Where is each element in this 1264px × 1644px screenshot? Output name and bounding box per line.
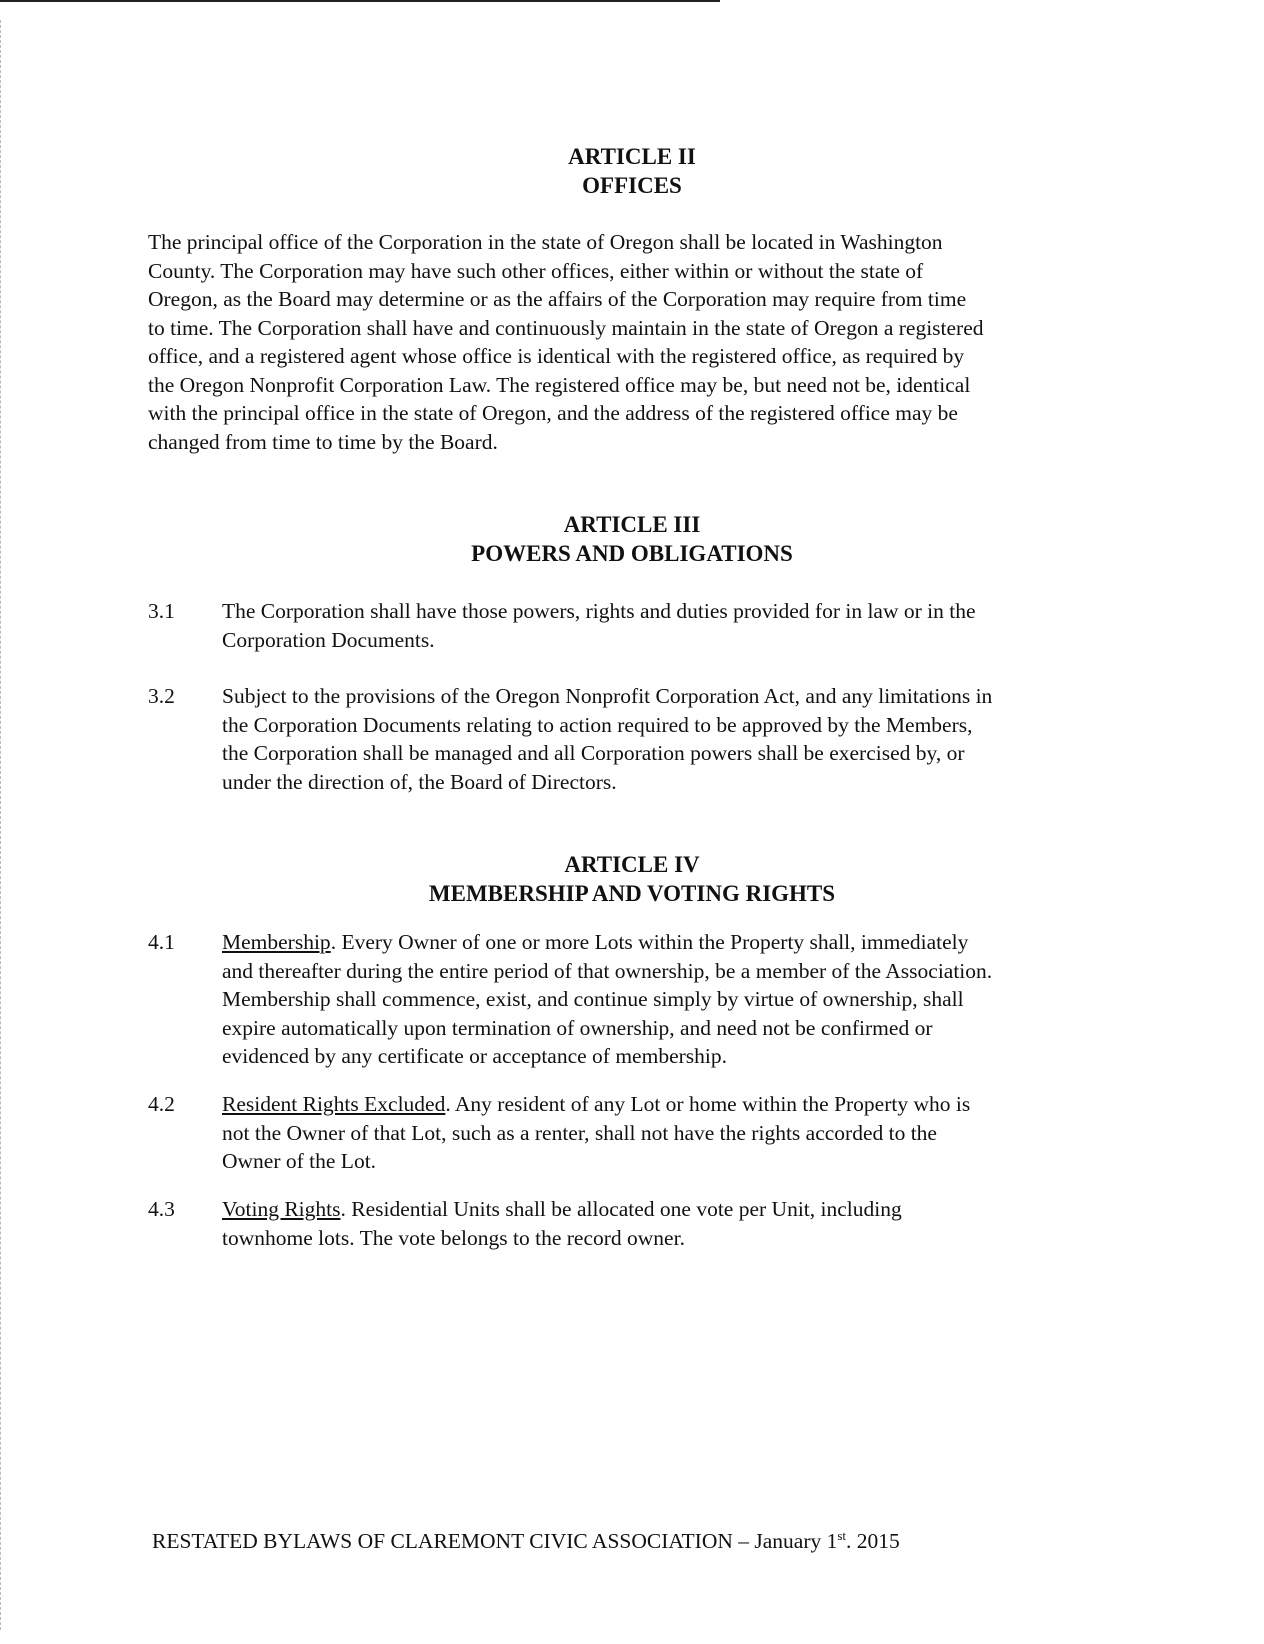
section-body [222, 1195, 1122, 1252]
article-2-title: OFFICES [582, 173, 682, 198]
section-first-line-text: . Every Owner of one or more Lots within the Property shall, immediately [330, 930, 969, 954]
section-label: Membership [222, 930, 331, 954]
section-line: evidenced by any certificate or acceptance of membership. [222, 1044, 727, 1068]
article-2-heading [0, 142, 1264, 200]
section-line: Owner of the Lot. [222, 1149, 377, 1173]
article-4-number: ARTICLE IV [564, 852, 700, 877]
section-first-line-text: . Residential Units shall be allocated one vote per Unit, including [340, 1197, 902, 1221]
scan-left-edge [0, 20, 3, 1630]
section-line: the Corporation Documents relating to action required to be approved by the Members, [222, 712, 973, 737]
section-number: 3.2 [148, 684, 175, 708]
scan-top-rule [0, 0, 720, 2]
paragraph-line: to time. The Corporation shall have and continuously maintain in the state of Oregon a registered [148, 315, 984, 340]
section-line: Corporation Documents. [222, 627, 435, 652]
section-line: not the Owner of that Lot, such as a renter, shall not have the rights accorded to the [222, 1120, 937, 1145]
footer-text: RESTATED BYLAWS OF CLAREMONT CIVIC ASSOCIATION – January 1 [152, 1529, 838, 1554]
section-body [222, 682, 1122, 796]
article-2-paragraph [148, 228, 1128, 456]
section-number: 3.1 [148, 599, 175, 623]
article-4-title: MEMBERSHIP AND VOTING RIGHTS [428, 881, 836, 906]
paragraph-line: the Oregon Nonprofit Corporation Law. The registered office may be, but need not be, identical [148, 372, 971, 397]
section-body [222, 597, 1122, 654]
paragraph-line: office, and a registered agent whose office is identical with the registered office, as required by [148, 344, 965, 368]
section-line: and thereafter during the entire period of that ownership, be a member of the Association. [222, 958, 993, 983]
article-2-number: ARTICLE II [568, 144, 696, 169]
section-first-line [222, 1090, 1122, 1119]
article-3-number: ARTICLE III [563, 512, 701, 537]
section-number: 4.1 [148, 930, 175, 954]
paragraph-line: Oregon, as the Board may determine or as the affairs of the Corporation may require from time [148, 287, 967, 311]
section-line: expire automatically upon termination of ownership, and need not be confirmed or [222, 1015, 933, 1040]
section-line: under the direction of, the Board of Directors. [222, 769, 617, 794]
section-line: the Corporation shall be managed and all Corporation powers shall be exercised by, or [222, 741, 965, 765]
article-3-heading [0, 510, 1264, 568]
section-label: Resident Rights Excluded [222, 1092, 446, 1116]
paragraph-line: with the principal office in the state of Oregon, and the address of the registered office may be [148, 401, 958, 425]
section-first-line-text: . Any resident of any Lot or home within the Property who is [445, 1092, 971, 1116]
section-body [222, 928, 1122, 1071]
section-number: 4.2 [148, 1092, 175, 1116]
section-number: 4.3 [148, 1197, 175, 1221]
section-line: The Corporation shall have those powers, rights and duties provided for in law or in the [222, 599, 976, 623]
paragraph-line: changed from time to time by the Board. [148, 429, 498, 454]
section-body [222, 1090, 1122, 1176]
section-first-line [222, 928, 1122, 957]
paragraph-line: County. The Corporation may have such other offices, either within or without the state of [148, 258, 924, 283]
section-line: Membership shall commence, exist, and continue simply by virtue of ownership, shall [222, 987, 964, 1011]
article-4-heading [0, 850, 1264, 908]
section-line: townhome lots. The vote belongs to the record owner. [222, 1225, 685, 1250]
article-3-title: POWERS AND OBLIGATIONS [471, 541, 793, 566]
section-label: Voting Rights [222, 1197, 341, 1221]
section-line: Subject to the provisions of the Oregon Nonprofit Corporation Act, and any limitations in [222, 684, 993, 708]
paragraph-line: The principal office of the Corporation in the state of Oregon shall be located in Washington [148, 230, 943, 254]
page-footer [152, 1528, 900, 1554]
section-first-line [222, 1195, 1122, 1224]
footer-superscript: st [837, 1528, 847, 1543]
footer-year: . 2015 [846, 1529, 900, 1554]
